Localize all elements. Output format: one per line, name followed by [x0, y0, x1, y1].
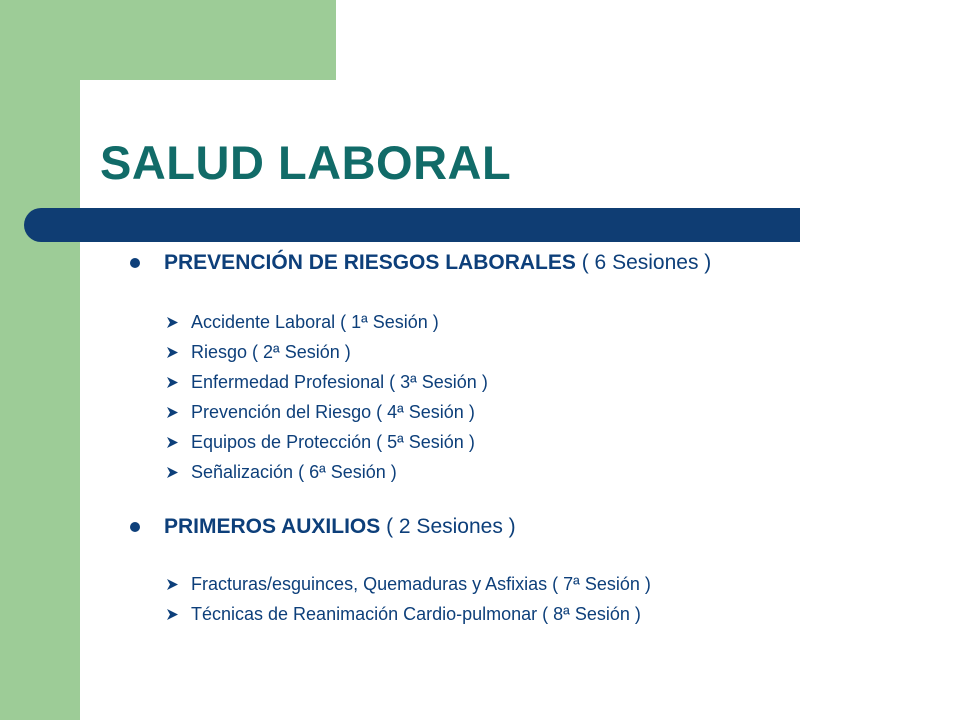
section-primeros-auxilios	[130, 515, 930, 629]
session-list	[130, 569, 930, 629]
arrowhead-bullet-icon	[166, 578, 179, 591]
list-item	[166, 307, 930, 337]
bullet-dot-icon	[130, 522, 140, 532]
list-item	[166, 569, 930, 599]
list-item-text: Técnicas de Reanimación Cardio-pulmonar ( 8ª Sesión )	[191, 603, 641, 624]
decorative-green-sidebar	[0, 0, 80, 720]
list-item	[166, 337, 930, 367]
section-heading-row	[130, 251, 930, 275]
list-item-text: Señalización ( 6ª Sesión )	[191, 461, 397, 482]
section-heading: PRIMEROS AUXILIOS	[164, 515, 381, 538]
list-item	[166, 457, 930, 487]
list-item	[166, 427, 930, 457]
bullet-dot-icon	[130, 258, 140, 268]
section-heading-row	[130, 515, 930, 539]
list-item-text: Prevención del Riesgo ( 4ª Sesión )	[191, 401, 475, 422]
arrowhead-bullet-icon	[166, 346, 179, 359]
arrowhead-bullet-icon	[166, 466, 179, 479]
list-item	[166, 367, 930, 397]
section-prevencion	[130, 251, 930, 487]
slide-title: SALUD LABORAL	[100, 136, 512, 189]
section-count: ( 6 Sesiones )	[581, 251, 712, 274]
session-list	[130, 307, 930, 487]
list-item-text: Accidente Laboral ( 1ª Sesión )	[191, 311, 439, 332]
arrowhead-bullet-icon	[166, 406, 179, 419]
arrowhead-bullet-icon	[166, 436, 179, 449]
title-underline-bar	[24, 208, 800, 242]
arrowhead-bullet-icon	[166, 316, 179, 329]
arrowhead-bullet-icon	[166, 376, 179, 389]
list-item	[166, 397, 930, 427]
list-item	[166, 599, 930, 629]
decorative-green-top-band	[80, 0, 336, 80]
arrowhead-bullet-icon	[166, 608, 179, 621]
list-item-text: Riesgo ( 2ª Sesión )	[191, 341, 351, 362]
section-heading: PREVENCIÓN DE RIESGOS LABORALES	[164, 251, 576, 274]
list-item-text: Enfermedad Profesional ( 3ª Sesión )	[191, 371, 488, 392]
list-item-text: Equipos de Protección ( 5ª Sesión )	[191, 431, 475, 452]
list-item-text: Fracturas/esguinces, Quemaduras y Asfixias ( 7ª Sesión )	[191, 573, 651, 594]
section-count: ( 2 Sesiones )	[386, 515, 516, 538]
decorative-rounded-corner	[80, 80, 140, 140]
